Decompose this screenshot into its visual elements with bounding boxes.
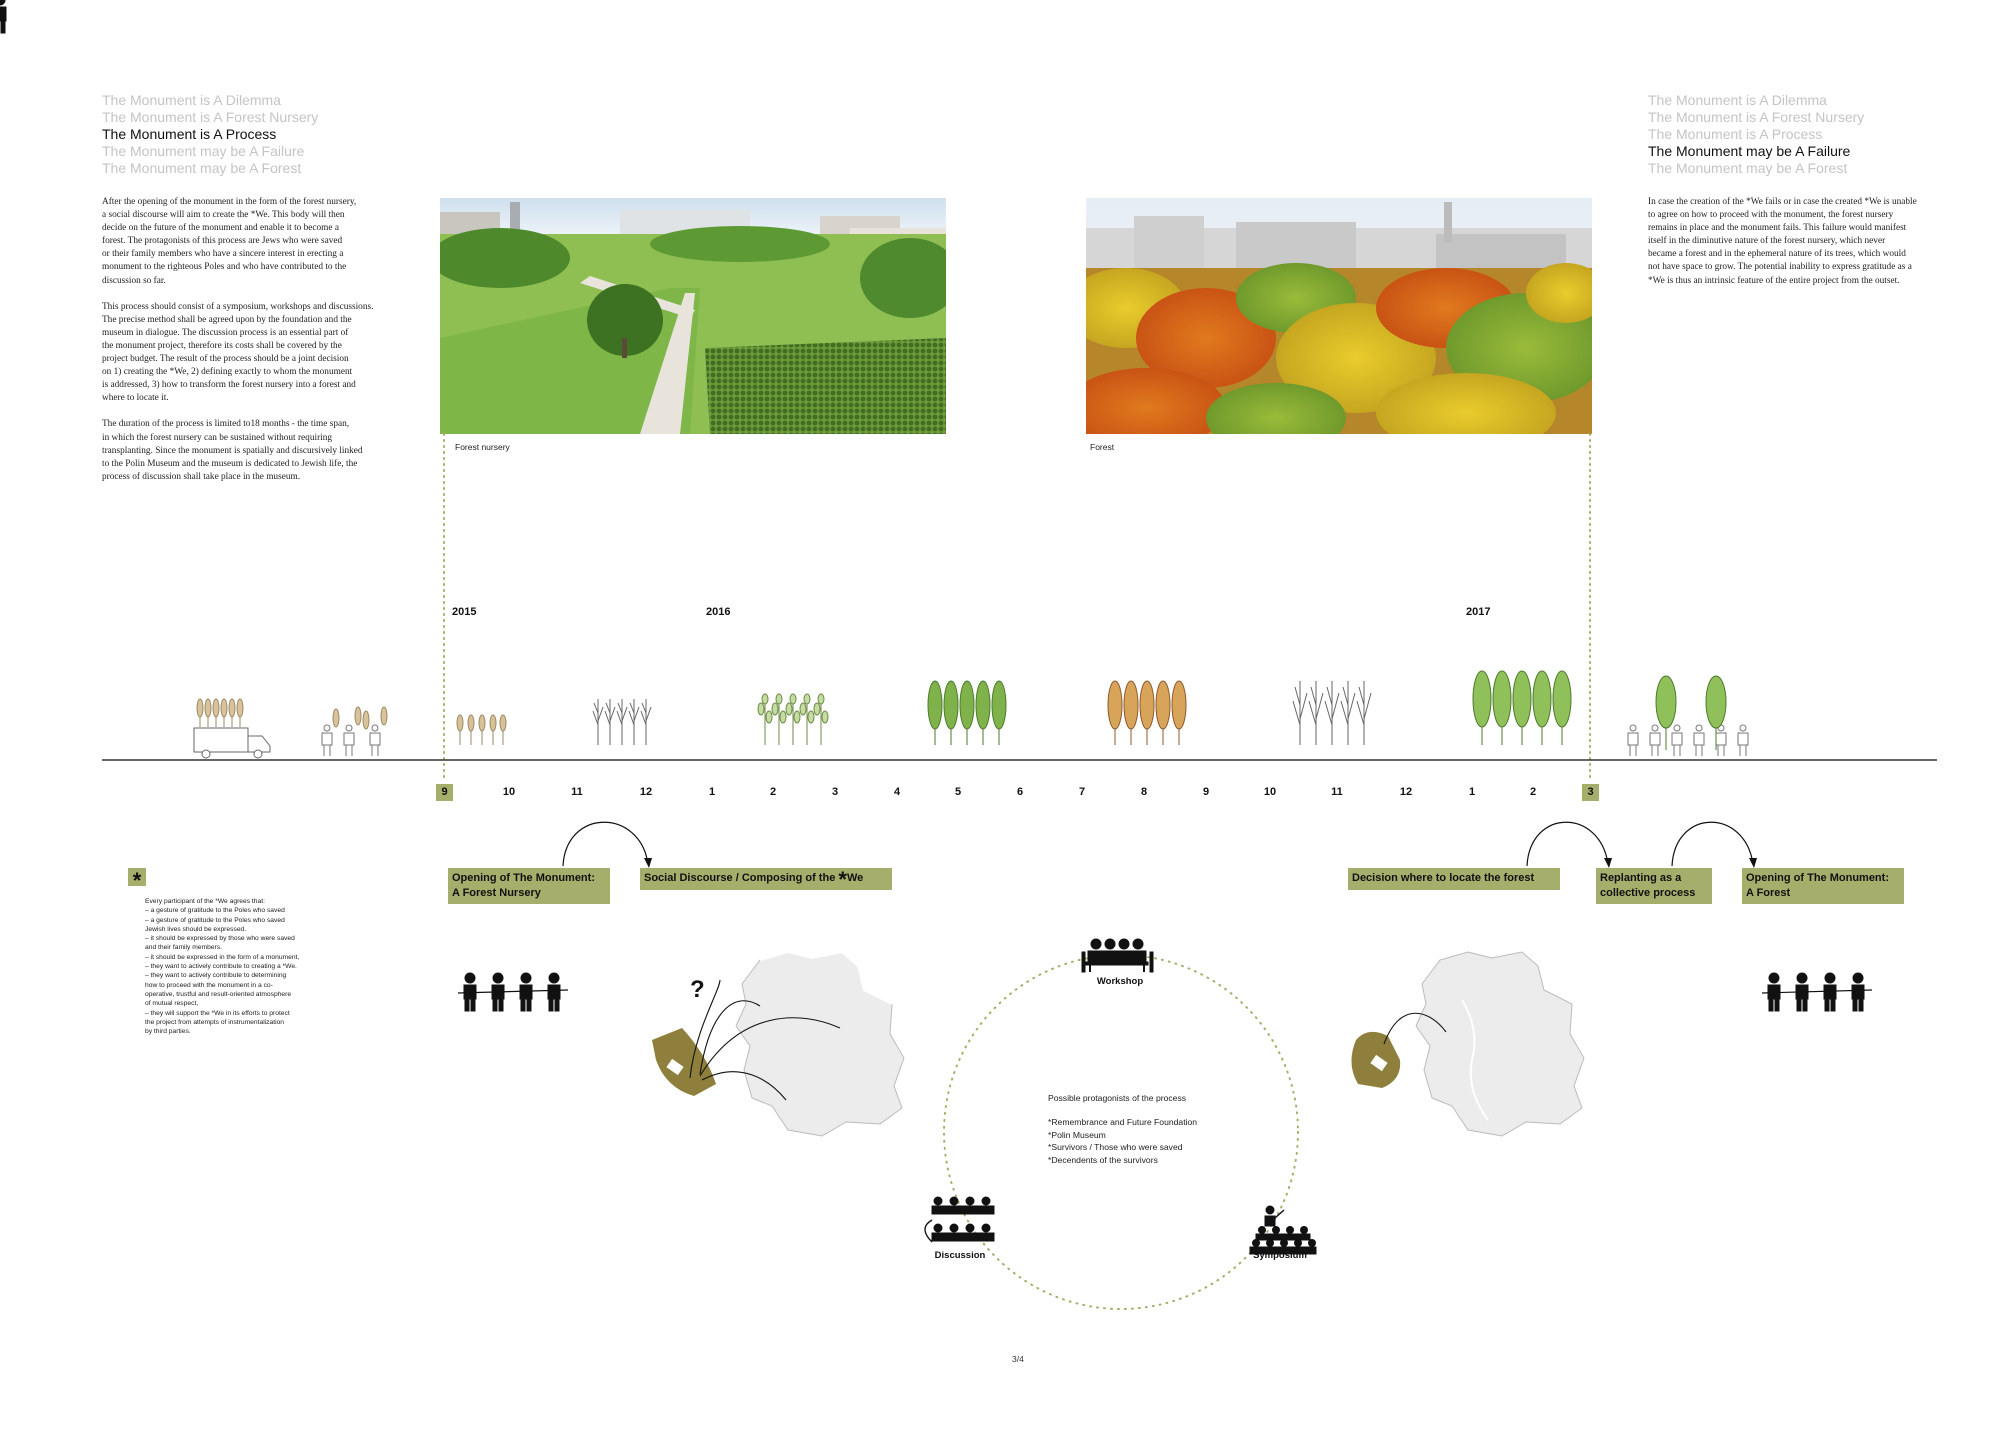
- month-label: 1: [708, 786, 716, 798]
- workshop-icon: [1082, 939, 1153, 972]
- asterisk-note: Every participant of the *We agrees that: – a gesture of gratitude to the Poles who saved – a gesture of gratitude to the Poles who saved Jewish lives should be expressed. – it should be expressed by those who were saved and their family members. – it should be expressed in the form of a monument, – they want to actively contribute to creating a *We. – they want to actively contribute to determining how to proceed with the monument in a co- operative, trustful and result-oriented atmosphere of mutual respect, – they will support the *We in its efforts to protect the project from attempts of instrumentalization by third parties.: [145, 898, 300, 1036]
- month-label: 8: [1140, 786, 1148, 798]
- paragraph: After the opening of the monument in the form of the forest nursery, a social discourse will aim to create the *We. This body will then decide on the future of the monument and enable it to become a forest. The protagonists of this process are Jews who were saved or their family members who have a sincere interest in erecting a monument to the righteous Poles and who have contributed to the discussion so far.: [102, 197, 357, 286]
- people-group-icon: [0, 0, 568, 1011]
- year-label: 2016: [706, 606, 731, 618]
- month-label: 2: [1529, 786, 1537, 798]
- protagonists-list: [1048, 1116, 1197, 1166]
- paragraph: In case the creation of the *We fails or in case the created *We is unable to agree on how to proceed with the monument, the forest nursery remains in place and the monument fails. This failure would manifest itself in the diminutive nature of the forest nursery, which never became a forest and in the ephemeral nature of its trees, which would not have space to grow. The potential inability to express gratitude as a *We is thus an intrinsic feature of the entire project from the outset.: [1648, 197, 1917, 286]
- stage-opening-forest[interactable]: Opening of The Monument: A Forest: [1742, 868, 1904, 904]
- photo-caption: Forest nursery: [455, 442, 510, 452]
- stage-replanting[interactable]: Replanting as a collective process: [1596, 868, 1712, 904]
- location-marker-icon: [652, 1028, 716, 1096]
- symposium-label: Symposium: [1253, 1250, 1307, 1261]
- list-item: *Remembrance and Future Foundation: [1048, 1117, 1198, 1127]
- list-item: *Survivors / Those who were saved: [1048, 1142, 1183, 1153]
- month-label: 2: [769, 786, 777, 798]
- paragraph: This process should consist of a symposium, workshops and discussions. The precise method shall be agreed upon by the foundation and the museum in dialogue. The discussion process is an essential part of the monument project, therefore its costs shall be covered by the project budget. The result of the process should be a joint decision on 1) creating the *We, 2) defining exactly to whom the monument is addressed, 3) how to transform the forest nursery into a forest and where to locate it.: [102, 301, 374, 404]
- month-marker[interactable]: 9: [436, 784, 453, 801]
- people-group-icon: [1762, 973, 1872, 1011]
- menu-item-active[interactable]: The Monument may be A Failure: [1648, 143, 1851, 159]
- stage-label: We: [846, 872, 864, 884]
- discussion-icon: [925, 1197, 994, 1242]
- tree-group-icon: [0, 0, 1571, 745]
- question-mark: ?: [690, 976, 705, 1003]
- stage-decision-location[interactable]: Decision where to locate the forest: [1348, 868, 1560, 890]
- menu-item[interactable]: The Monument is A Process: [1648, 126, 1823, 142]
- tree-group-icon: [0, 0, 1186, 745]
- month-label: 3: [831, 786, 839, 798]
- menu-item[interactable]: The Monument is A Dilemma: [102, 92, 281, 108]
- photo-caption: Forest: [1090, 442, 1115, 452]
- month-label: 10: [1263, 786, 1277, 798]
- tree-group-icon: [0, 0, 1371, 745]
- stage-label: Social Discourse / Composing of the: [644, 872, 836, 884]
- month-marker[interactable]: 3: [1582, 784, 1599, 801]
- menu-item[interactable]: The Monument may be A Failure: [102, 143, 305, 159]
- stage-social-discourse[interactable]: [640, 868, 892, 890]
- truck-icon: [194, 728, 270, 758]
- list-item: *Decendents of the survivors: [1048, 1154, 1158, 1165]
- menu-item[interactable]: The Monument is A Dilemma: [1648, 92, 1827, 108]
- month-label: 11: [1331, 786, 1343, 798]
- year-label: 2017: [1466, 606, 1491, 618]
- city-map: [736, 952, 904, 1136]
- month-label: 6: [1016, 786, 1024, 798]
- tree-group-icon: [197, 699, 243, 727]
- month-label: 7: [1078, 786, 1086, 798]
- tree-group-icon: [457, 715, 506, 745]
- asterisk-badge: *: [128, 868, 146, 886]
- list-item: *Polin Museum: [1048, 1129, 1106, 1140]
- paragraph: The duration of the process is limited to18 months - the time span, in which the forest nursery can be sustained without requiring transplanting. Since the monument is spatially and discursively linked to the Polin Museum and the museum is dedicated to Jewish life, the process of discussion shall take place in the museum.: [102, 419, 363, 482]
- year-label: 2015: [452, 606, 477, 618]
- symposium-icon: [1250, 1206, 1316, 1254]
- month-label: 10: [502, 786, 516, 798]
- protagonists-title: Possible protagonists of the process: [1048, 1093, 1187, 1103]
- menu-item-active[interactable]: The Monument is A Process: [102, 126, 277, 142]
- month-label: 9: [1202, 786, 1210, 798]
- month-label: 5: [954, 786, 962, 798]
- tree-group-icon: [0, 0, 1006, 745]
- people-planting-icon: [1628, 676, 1748, 756]
- tree-group-icon: [593, 699, 651, 745]
- people-planting-icon: [322, 707, 387, 756]
- menu-item[interactable]: The Monument is A Forest Nursery: [1648, 109, 1865, 125]
- stage-opening-nursery[interactable]: Opening of The Monument: A Forest Nursery: [448, 868, 610, 904]
- month-label: 4: [893, 786, 901, 798]
- menu-item[interactable]: The Monument is A Forest Nursery: [102, 109, 319, 125]
- discussion-label: Discussion: [934, 1250, 986, 1261]
- menu-item[interactable]: The Monument may be A Forest: [1648, 160, 1848, 176]
- page-number: 3/4: [1012, 1354, 1024, 1364]
- asterisk-glyph: *: [838, 867, 847, 892]
- month-label: 1: [1468, 786, 1476, 798]
- month-label: 12: [1399, 786, 1413, 798]
- tree-group-icon: [0, 0, 828, 745]
- month-label: 11: [571, 786, 583, 798]
- workshop-label: Workshop: [1096, 976, 1144, 987]
- month-label: 12: [639, 786, 653, 798]
- arrow-icon: [563, 822, 1753, 866]
- menu-item[interactable]: The Monument may be A Forest: [102, 160, 302, 176]
